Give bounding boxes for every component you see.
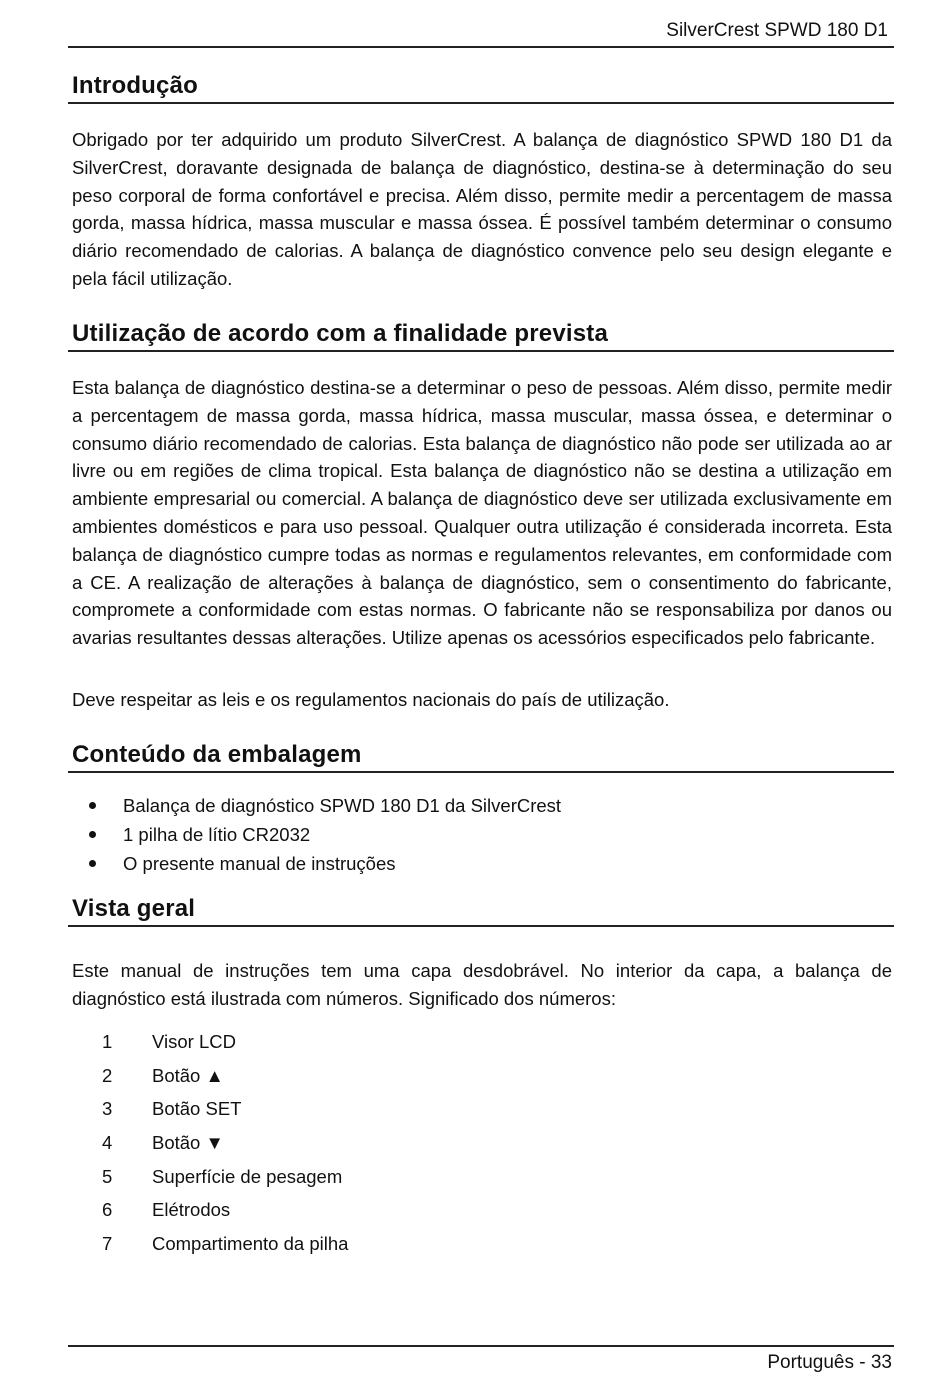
intended-use-paragraph: Esta balança de diagnóstico destina-se a determinar o peso de pessoas. Além disso, permite medir a percentagem de massa gorda, massa hídrica, massa muscular, massa óssea, e determinar o consumo diário recomendado de calorias. Esta balança de diagnóstico não pode ser utilizada ao ar livre ou em regiões de clima tropical. Esta balança de diagnóstico não se destina a utilização em ambiente empresarial ou comercial. A balança de diagnóstico deve ser utilizada exclusivamente em ambientes domésticos e para uso pessoal. Qualquer outra utilização é considerada incorreta. Esta balança de diagnóstico cumpre todas as normas e regulamentos relevantes, em conformidade com a CE. A realização de alterações à balança de diagnóstico, sem o consentimento do fabricante, compromete a conformidade com estas normas. O fabricante não se responsabiliza por danos ou avarias resultantes dessas alterações. Utilize apenas os acessórios especificados pelo fabricante. (72, 377, 892, 649)
page-number: Português - 33 (767, 1352, 892, 1373)
part-number: 6 (102, 1199, 113, 1221)
part-number: 1 (102, 1031, 113, 1052)
list-item (72, 1094, 348, 1128)
overview-parts-list (72, 1027, 348, 1263)
heading-rule (68, 350, 894, 352)
list-item (72, 1162, 348, 1196)
part-number: 7 (102, 1233, 113, 1255)
list-item (72, 1229, 348, 1263)
list-item: O presente manual de instruções (72, 849, 561, 878)
list-item (72, 1195, 348, 1229)
list-item: 1 pilha de lítio CR2032 (72, 820, 561, 849)
part-label: Botão SET (152, 1098, 242, 1120)
heading-vista-geral: Vista geral (72, 895, 196, 922)
part-number: 5 (102, 1165, 113, 1187)
overview-paragraph: Este manual de instruções tem uma capa desdobrável. No interior da capa, a balança de diagnóstico está ilustrada com números. Significado dos números: (72, 960, 892, 1009)
part-label: Botão ▲ (152, 1064, 224, 1086)
heading-utilizacao: Utilização de acordo com a finalidade prevista (72, 320, 609, 347)
package-list (72, 791, 561, 878)
list-item (72, 1128, 348, 1162)
part-label: Compartimento da pilha (152, 1233, 349, 1255)
footer-rule (68, 1345, 894, 1347)
part-number: 2 (102, 1064, 113, 1086)
list-item (72, 1027, 348, 1061)
part-label: Visor LCD (152, 1031, 236, 1052)
header-rule (68, 46, 894, 48)
part-number: 4 (102, 1132, 113, 1154)
intro-paragraph: Obrigado por ter adquirido um produto SilverCrest. A balança de diagnóstico SPWD 180 D1 da SilverCrest, doravante designada de balança de diagnóstico, destina-se à determinação do seu peso corporal de forma confortável e precisa. Além disso, permite medir a percentagem de massa gorda, massa hídrica, massa muscular e massa óssea. É possível também determinar o consumo diário recomendado de calorias. A balança de diagnóstico convence pelo seu design elegante e pela fácil utilização. (72, 129, 892, 289)
header-title: SilverCrest SPWD 180 D1 (666, 20, 888, 41)
part-label: Superfície de pesagem (152, 1165, 343, 1187)
part-number: 3 (102, 1098, 113, 1120)
part-label: Elétrodos (152, 1199, 231, 1221)
list-item: Balança de diagnóstico SPWD 180 D1 da SilverCrest (72, 791, 561, 820)
heading-rule (68, 102, 894, 104)
part-label: Botão ▼ (152, 1132, 224, 1154)
heading-rule (68, 771, 894, 773)
heading-rule (68, 925, 894, 927)
list-item (72, 1061, 348, 1095)
intended-use-note: Deve respeitar as leis e os regulamentos nacionais do país de utilização. (72, 689, 670, 710)
heading-conteudo: Conteúdo da embalagem (72, 741, 362, 768)
heading-introducao: Introdução (72, 72, 198, 99)
